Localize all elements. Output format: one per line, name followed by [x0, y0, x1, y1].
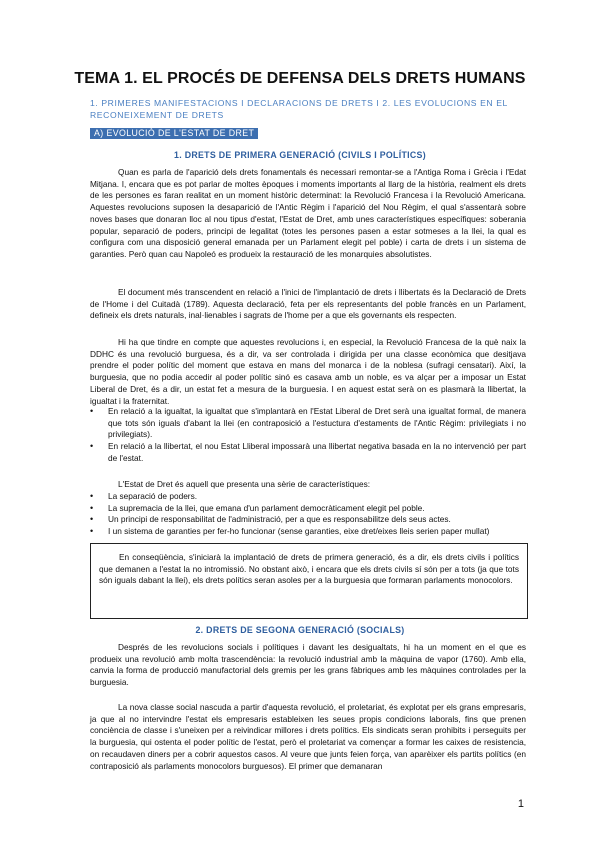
list-item: • En relació a la llibertat, el nou Estat Lliberal impossarà una llibertat negativa basada en la no intervenció per part de l'estat. — [90, 441, 526, 464]
heading-second-generation: 2. DRETS DE SEGONA GENERACIÓ (SOCIALS) — [195, 625, 405, 635]
list-item: • La separació de poders. — [90, 491, 526, 503]
paragraph-rule-of-law — [90, 479, 526, 491]
paragraph-declaration-text: El document més transcendent en relació a l'inici de l'implantació de drets i llibertats és la Declaració de Drets de l'Home i del Cuitadà (1789). Aquesta declaració, feta per els representants del poble francès en un Parlament, defineix els drets naturals, inal·lienables i sagrats de l'home per a que els governants els respecten. — [90, 287, 526, 321]
section-heading-link[interactable]: 1. PRIMERES MANIFESTACIONS I DECLARACIONS DE DRETS I 2. LES EVOLUCIONS EN EL RECONEIXEMENT DE DRETS — [90, 98, 508, 120]
list-item: • Un principi de responsabilitat de l'administració, per a que es responsabilitze dels seus actes. — [90, 514, 526, 526]
list-item: • La supremacia de la llei, que emana d'un parlament democràticament elegit pel poble. — [90, 503, 526, 515]
list-item: • I un sistema de garanties per fer-ho funcionar (sense garanties, eixe dret/eixes lleis serien paper mullat) — [90, 526, 526, 538]
boxed-conclusion — [90, 543, 528, 619]
paragraph-declaration — [90, 287, 526, 322]
list-item: • En relació a la igualtat, la igualtat que s'implantarà en l'Estat Liberal de Dret serà una igualtat formal, de manera que tots són iguals d'abant la llei (en contraposició a l'estuctura d'estaments de l'Antic Règim: privilegiats i no privilegiats). — [90, 406, 526, 441]
paragraph-industrial-revolution — [90, 642, 526, 689]
paragraph-bourgeois-text: Hi ha que tindre en compte que aquestes revolucions i, en especial, la Revolució Francesa de la què naix la DDHC és una revolució burguesa, és a dir, va ser controlada i dirigida per una classe econòmica que desitjava prendre el poder polític del moment que estava en mans del monarca i de la noblesa (sufragi censatari). Així, la burguesia, que no podia accedir al poder polític sinó es casava amb un noble, es va alçar per a imposar un Estat Liberal de Dret, és a dir, un estat fet a mesura de la burguesia. I en aquest estat serà on es plasmarà la llibertat, la igualtat i la fraternitat. — [90, 337, 526, 406]
heading-first-generation: 1. DRETS DE PRIMERA GENERACIÓ (CIVILS I POLÍTICS) — [174, 150, 426, 160]
paragraph-rule-of-law-text: L'Estat de Dret és aquell que presenta una sèrie de característiques: — [118, 479, 371, 489]
paragraph-proletariat — [90, 702, 526, 772]
paragraph-proletariat-text: La nova classe social nascuda a partir d'aquesta revolució, el proletariat, és explotat per els grans empresaris, ja que al no intervindre l'estat els empresaris estableixen les seues propis condicions laborals, fins que prenen conciència de classe i s'uneixen per a reivindicar millores i drets polítics. Els sindicats seran prohibits i perseguits per la burguesia, qui ostenta el poder polític de l'estat, però el proletariat va començar a formar les caixes de resistencia, on recaudaven diners per a cobrir aquestos casos. Al veure que junts feien força, van aparèixer els partits polítics (en contraposició als parlaments monocolors burguesos). El primer que demanaran — [90, 702, 526, 771]
page-number: 1 — [517, 798, 524, 810]
paragraph-industrial-text: Després de les revolucions socials i polítiques i davant les desigualtats, hi ha un moment en el que es produeix una revolució amb molta trascendència: la revolució industrial amb la màquina de vapor (1760). Amb ella, canvia la forma de producció manufactorial dels gremis per les grans fàbriques amb les màquines controlades per la burguesia. — [90, 642, 526, 688]
paragraph-bourgeois-revolution — [90, 337, 526, 407]
subsection-heading-highlighted: A) EVOLUCIÓ DE L'ESTAT DE DRET — [90, 128, 258, 139]
bullet-list-characteristics — [90, 491, 526, 538]
bullet-list-equality-liberty — [90, 406, 526, 465]
page-title: TEMA 1. EL PROCÉS DE DEFENSA DELS DRETS HUMANS — [74, 70, 526, 87]
boxed-conclusion-text: En conseqüència, s'iniciarà la implantació de drets de primera generació, és a dir, els drets civils i polítics que demanen a l'estat la no intromissió. No obstant això, i encara que els drets civils sí són per a tots (ja que tots són iguals dabant la llei), els drets polítics seran asoles per a la burguesia que formaran parlaments monocolors. — [99, 552, 519, 586]
paragraph-origins-text: Quan es parla de l'aparició dels drets fonamentals és necessari remontar-se a l'Antiga Roma i Grècia i l'Edat Mitjana. I, encara que es pot parlar de moltes èpoques i moments importants al llarg de la història, realment els drets de les persones es faran realitat en un moment històric determinat: la Revolució Francesa i la Revolució Americana. Aquestes revolucions suposen la desaparició de l'Antic Règim i l'aparició del Nou Règim, el qual s'assentarà sobre noves bases que donaran lloc al nou tipus d'estat, l'Estat de Dret, amb unes característiques específiques: soberania popular, separació de poders, principi de legalitat (totes les persones pasen a estar sotmeses a la llei, la qual es configura com una disposició general emanada per un Parlament elegit pel poble) i carta de drets i un sistema de garanties. Però quan cau Napoleó es produeix la restauració de les monarquies absolutistes. — [90, 167, 526, 259]
paragraph-origins — [90, 167, 526, 261]
